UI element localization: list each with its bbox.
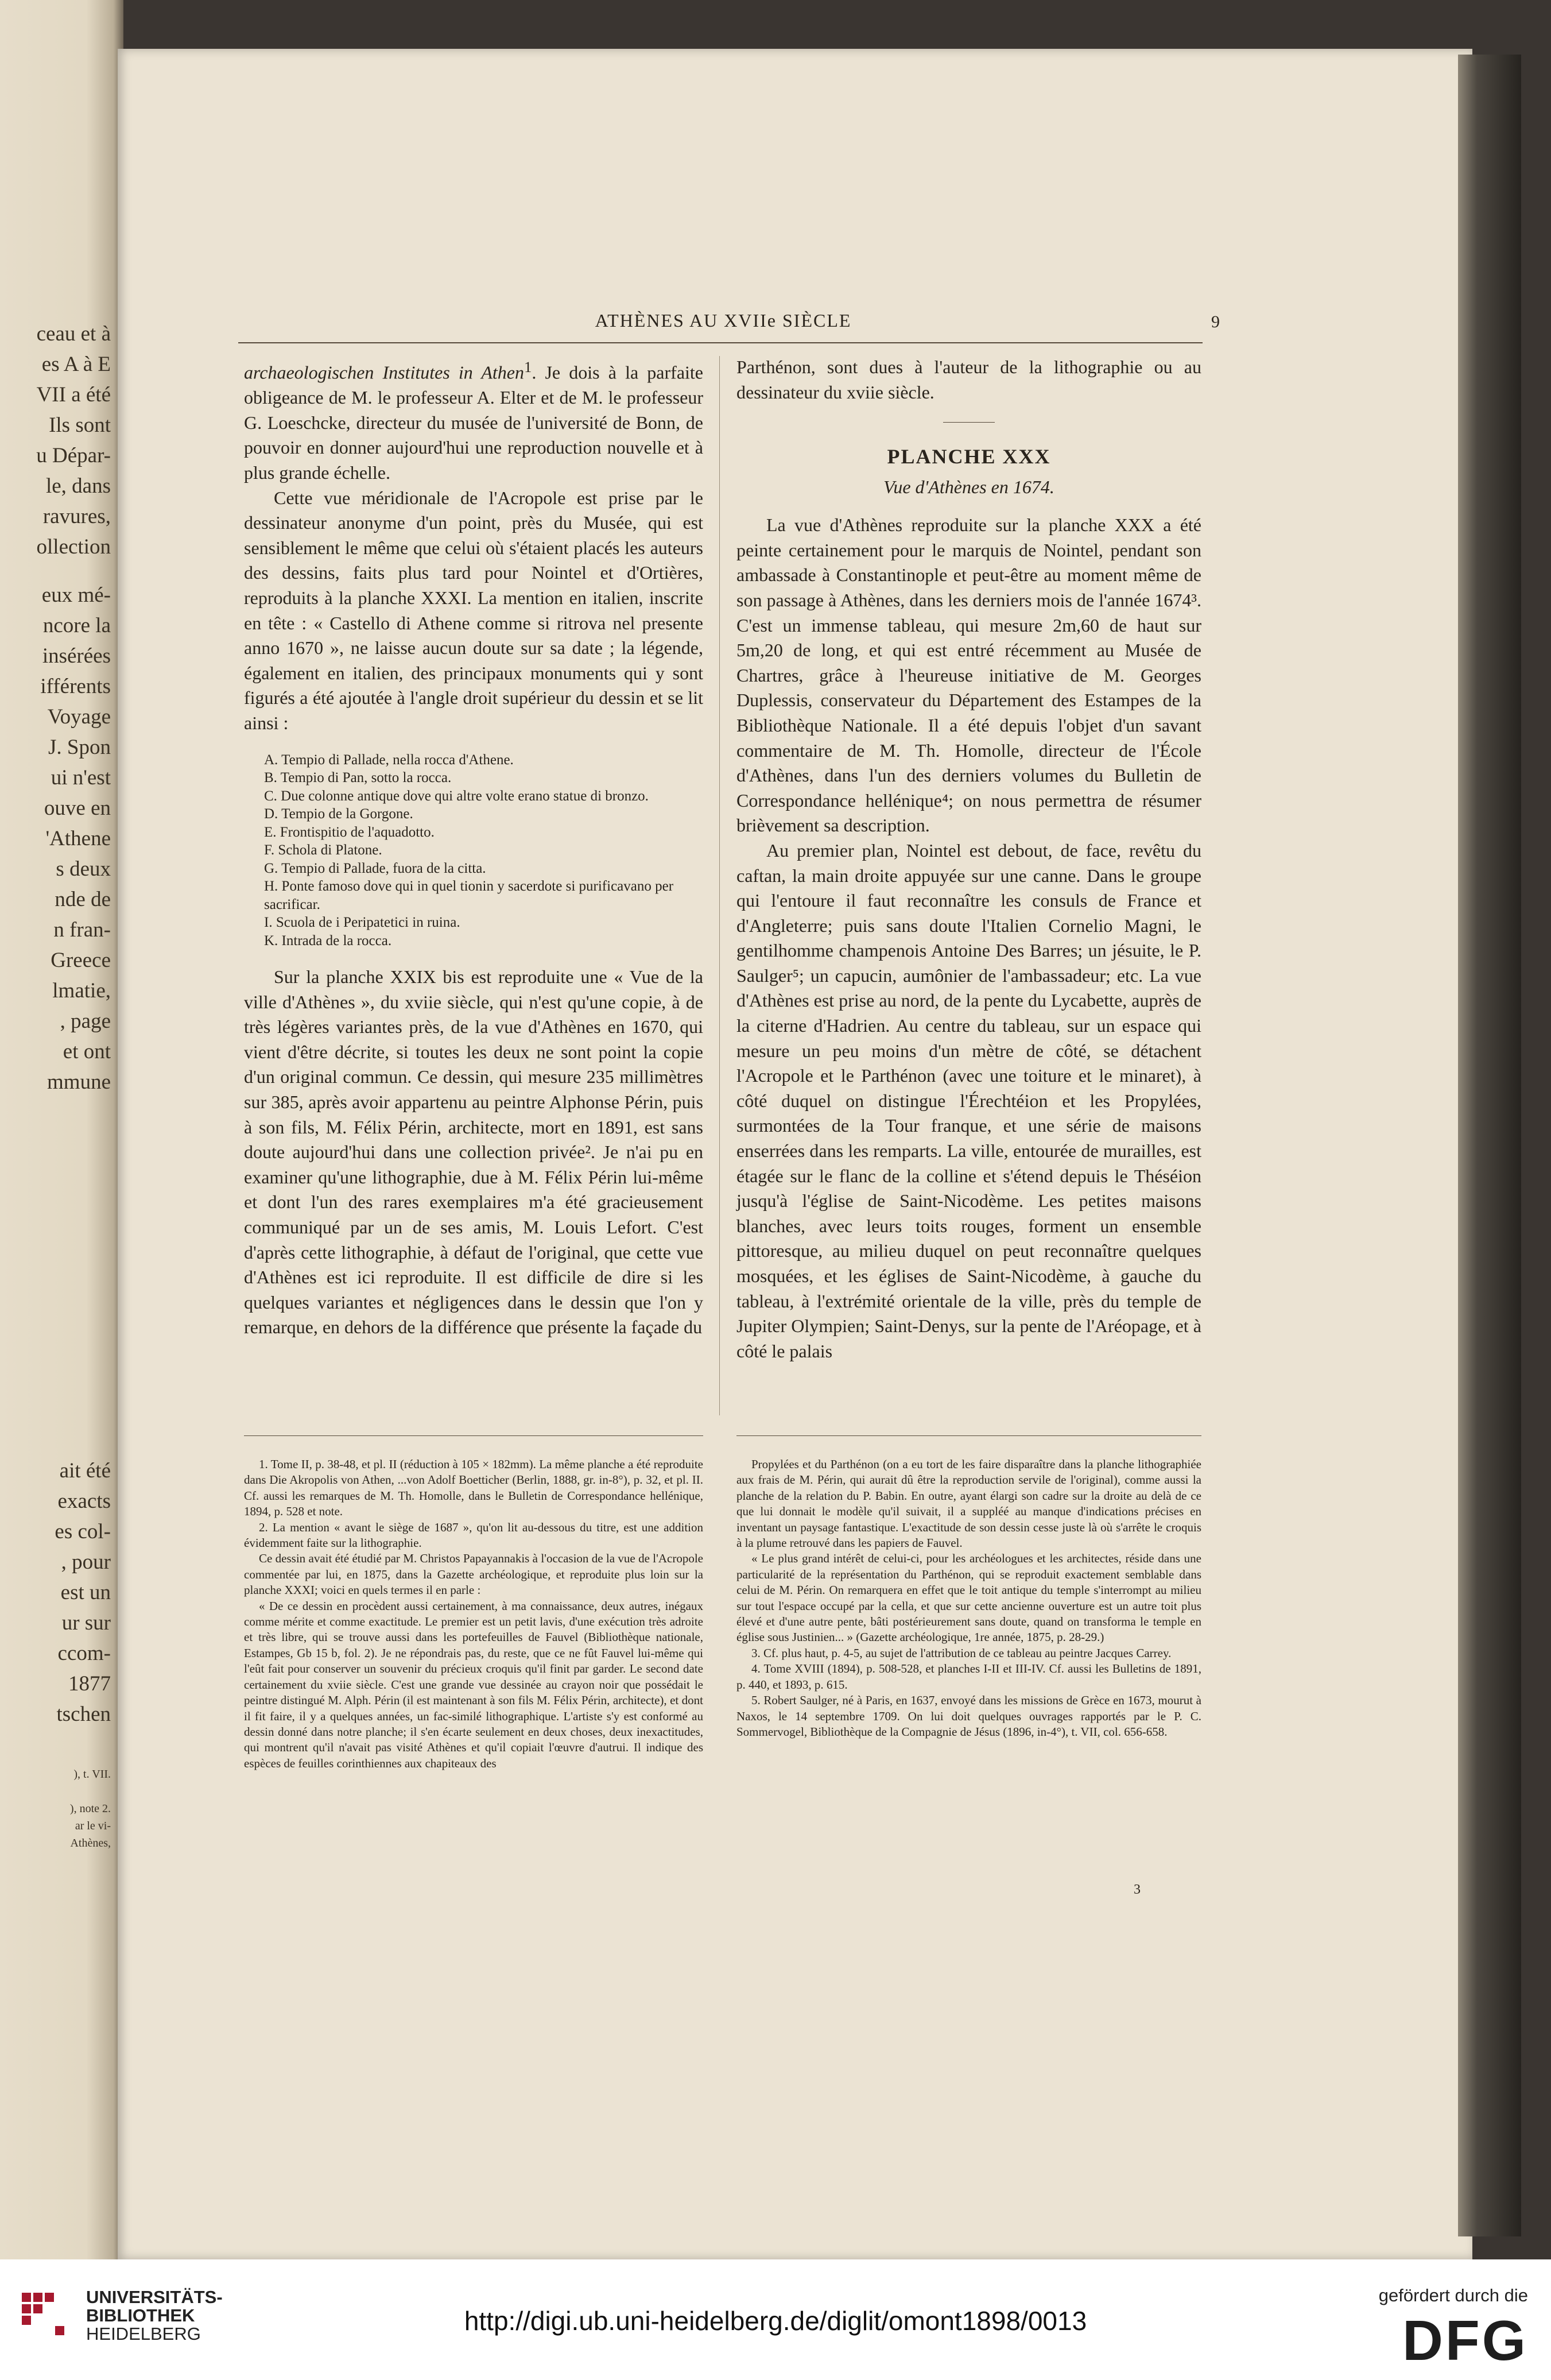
running-title: ATHÈNES AU XVIIe SIÈCLE	[595, 310, 852, 331]
facing-page-text: 1877	[68, 1672, 111, 1696]
facing-page-text: es col-	[55, 1520, 111, 1543]
facing-page-text: le, dans	[45, 474, 111, 498]
right-column	[736, 355, 1201, 1364]
facing-page-text: ifférents	[40, 675, 111, 698]
section-subheading: Vue d'Athènes en 1674.	[883, 477, 1054, 498]
footnotes-left	[244, 1457, 703, 1771]
facing-page-text: n fran-	[53, 918, 111, 942]
facing-page-text: nde de	[55, 888, 111, 911]
facing-page-footnote: Athènes,	[70, 1837, 111, 1849]
footnote: « Le plus grand intérêt de celui-ci, pour les archéologues et les architectes, réside dans une particularité de la représentation du Parthénon, qui se reproduit exactement semblable dans celui de M. Périn. On remarquera en effet que le toit antique du temple s'interrompt au milieu sur tout l'espace occupé par la cella, et que sur cette ancienne ouverture est un autre toit plus élevé et d'une autre pente, bâti postérieurement sans doute, quand on transforma le temple en église sous Justinien... » (Gazette archéologique, 1re année, 1875, p. 28-29.)	[736, 1551, 1201, 1644]
facing-page-text: , pour	[61, 1550, 111, 1574]
facing-page-text: exacts	[57, 1489, 111, 1513]
facing-page-text: Greece	[51, 949, 111, 972]
library-name: UNIVERSITÄTS- BIBLIOTHEK HEIDELBERG	[86, 2287, 223, 2344]
paragraph-text: . Je dois à la parfaite obligeance de M. le professeur A. Elter et de M. le professeur G. Loeschcke, directeur du musée de l'université de Bonn, de pouvoir en donner aujourd'hui une reproduction nouvelle et à plus grande échelle.	[244, 362, 704, 483]
source-url-link[interactable]: http://digi.ub.uni-heidelberg.de/diglit/omont1898/0013	[464, 2306, 1087, 2336]
footnote-rule	[244, 1435, 703, 1436]
facing-page-text: , page	[60, 1009, 111, 1033]
paragraph: Sur la planche XXIX bis est reproduite une « Vue de la ville d'Athènes », du xviie siècle, qui n'est qu'une copie, à de très légères variantes près, de la vue d'Athènes en 1670, qui vient d'être décrite, si toutes les deux ne sont point la copie d'un original commun. Ce dessin, qui mesure 235 millimètres sur 385, après avoir appartenu au peintre Alphonse Périn, puis à son fils, M. Félix Périn, architecte, mort en 1891, est sans doute aujourd'hui dans une collection privée². Je n'ai pu en examiner qu'une lithographie, due à M. Félix Périn lui-même et dont l'un des rares exemplaires m'a été gracieusement communiqué par un de ses amis, M. Louis Lefort. C'est d'après cette lithographie, à défaut de l'original, que cette vue d'Athènes est ici reproduite. Il est difficile de dire si les quelques variantes et négligences dans le dessin que l'on y remarque, en dehors de la différence que présente la façade du	[244, 966, 703, 1338]
section-rule	[943, 422, 995, 423]
paragraph	[244, 355, 703, 486]
footnote: Propylées et du Parthénon (on a eu tort de les faire disparaître dans la planche lithographiée aux frais de M. Périn, qui aurait dû être la reproduction servile de l'original), comme aussi la planche de la relation du P. Babin. En outre, ayant élargi son cadre sur la droite au delà de ce que lui donnait le modèle qu'il suivait, il a suppléé au manque d'indications précises en inventant un paysage fantastique. L'exactitude de son dessin cesse juste là où s'arrête le croquis à la plume retrouvé dans les papiers de Fauvel.	[736, 1457, 1201, 1550]
footnote-ref: 1	[524, 358, 532, 376]
facing-page-text: ui n'est	[51, 766, 111, 790]
legend-item: H. Ponte famoso dove qui in quel tionin y sacerdote si purificavano per sacrificar.	[264, 879, 674, 912]
signature-mark: 3	[1134, 1882, 1141, 1897]
facing-page-text: ouve en	[44, 796, 111, 820]
legend-item: E. Frontispitio de l'aquadotto.	[264, 824, 435, 840]
facing-page-text: lmatie,	[52, 979, 111, 1003]
facing-page-text: VII a été	[36, 383, 111, 407]
facing-page-footnote: ), note 2.	[69, 1802, 111, 1815]
legend-item: K. Intrada de la rocca.	[264, 932, 392, 949]
facing-page-text: tschen	[56, 1702, 111, 1726]
page-stack-edge	[1458, 55, 1521, 2236]
facing-page-text: ur sur	[61, 1611, 111, 1635]
legend-list	[264, 751, 703, 950]
paragraph: Parthénon, sont dues à l'auteur de la lithographie ou au dessinateur du xviie siècle.	[736, 357, 1201, 403]
legend-item: G. Tempio di Pallade, fuora de la citta.	[264, 860, 486, 876]
italic-title: archaeologischen Institutes in Athen	[244, 362, 524, 383]
funded-by-label: gefördert durch die	[1378, 2285, 1528, 2305]
dfg-logo: DFG	[1402, 2309, 1528, 2372]
facing-page-text: Voyage	[47, 705, 111, 729]
facing-page-text: est un	[60, 1581, 111, 1604]
facing-page-text: ceau et à	[36, 322, 111, 346]
paragraph: La vue d'Athènes reproduite sur la planche XXX a été peinte certainement pour le marquis de Nointel, pendant son ambassade à Constantinople et peut-être au moment même de son passage à Athènes, dans les derniers mois de l'année 1674³. C'est un immense tableau, qui mesure 2m,60 de haut sur 5m,20 de long, et qui est entré récemment au Musée de Chartres, grâce à l'heureuse initiative de M. Georges Duplessis, conservateur du Département des Estampes de la Bibliothèque Nationale. Il a été depuis l'objet d'un savant commentaire de M. Th. Homolle, directeur de l'École d'Athènes, dans l'un des derniers volumes du Bulletin de Correspondance hellénique⁴; on nous permettra de résumer brièvement sa description.	[736, 514, 1201, 836]
page-number: 9	[1211, 312, 1220, 331]
footnote: Ce dessin avait été étudié par M. Christos Papayannakis à l'occasion de la vue de l'Acropole commentée par lui, en 1875, dans la Gazette archéologique, et reproduite plus loin sur la planche XXXI; voici en quels termes il en parle :	[244, 1551, 703, 1597]
facing-page-text: mmune	[47, 1070, 111, 1094]
legend-item: F. Schola di Platone.	[264, 842, 382, 858]
facing-page-text: ccom-	[57, 1642, 111, 1665]
legend-item: I. Scuola de i Peripatetici in ruina.	[264, 915, 460, 931]
facing-page-text: ravures,	[42, 505, 111, 528]
facing-page-text: eux mé-	[41, 583, 111, 607]
left-column	[244, 355, 703, 1340]
footnote: 4. Tome XVIII (1894), p. 508-528, et planches I-II et III-IV. Cf. aussi les Bulletins de 1891, p. 440, et 1893, p. 615.	[736, 1662, 1201, 1692]
left-facing-page	[0, 0, 123, 2259]
paragraph: Cette vue méridionale de l'Acropole est prise par le dessinateur anonyme d'un point, près du Musée, qui est sensiblement le même que celui où s'étaient placés les auteurs des dessins, faits plus tard pour Nointel et d'Ortières, reproduits à la planche XXXI. La mention en italien, inscrite en tête : « Castello di Athene comme si ritrova nel presente anno 1670 », ne laisse aucun doute sur sa date ; la légende, également en italien, des principaux monuments qui y sont figurés a été ajoutée à l'angle droit supérieur du dessin et se lit ainsi :	[244, 487, 703, 733]
facing-page-text: ait été	[59, 1459, 111, 1483]
facing-page-text: insérées	[42, 644, 111, 668]
facing-page-footnote: ), t. VII.	[73, 1768, 111, 1781]
legend-item: A. Tempio di Pallade, nella rocca d'Athene.	[264, 752, 514, 768]
footnotes-right	[736, 1457, 1201, 1740]
facing-page-text: et ont	[63, 1040, 111, 1063]
footnote: 2. La mention « avant le siège de 1687 », qu'on lit au-dessous du titre, est une addition évidemment faite sur la lithographie.	[244, 1520, 703, 1550]
legend-item: D. Tempio de la Gorgone.	[264, 806, 413, 822]
facing-page-text: u Dépar-	[36, 444, 111, 467]
legend-item: B. Tempio di Pan, sotto la rocca.	[264, 770, 452, 786]
facing-page-text: es A à E	[41, 353, 111, 376]
header-rule	[238, 342, 1203, 343]
facing-page-text: Ils sont	[49, 413, 111, 437]
footnote: 5. Robert Saulger, né à Paris, en 1637, envoyé dans les missions de Grèce en 1673, mourut à Naxos, le 14 septembre 1709. On lui doit quelques ouvrages rapportés par le P. C. Sommervogel, Bibliothèque de la Compagnie de Jésus (1896, in-4°), t. VII, col. 656-658.	[736, 1693, 1201, 1739]
facing-page-text: s deux	[56, 857, 111, 881]
paragraph: Au premier plan, Nointel est debout, de face, revêtu du caftan, la main droite appuyée sur une canne. Dans le groupe qui l'entoure il faut reconnaître les consuls de France et d'Angleterre; puis sans doute l'Italien Cornelio Magni, le gentilhomme champenois Antoine Des Barres; un jésuite, le P. Saulger⁵; un capucin, aumônier de l'ambassadeur; etc. La vue d'Athènes est prise au nord, de la pente du Lycabette, auprès de la citerne d'Hadrien. Au centre du tableau, sur un espace qui mesure un peu moins d'un mètre de côté, se détachent l'Acropole et le Parthénon (avec une toiture et le minaret), à côté duquel on distingue l'Érechtéion et les Propylées, surmontées de la Tour franque, et une série de maisons enserrées dans les remparts. La ville, entourée de murailles, est étagée sur le flanc de la colline et s'étend depuis le Théséion jusqu'à l'église de Saint-Nicodème. Les petites maisons blanches, avec leurs toits rouges, forment un ensemble pittoresque, au milieu duquel on peut reconnaître quelques mosquées, et les églises de Saint-Nicodème, à gauche du tableau, à l'extrémité orientale de la ville, près du temple de Jupiter Olympien; Saint-Denys, sur la pente de l'Aréopage, et à côté le palais	[736, 839, 1201, 1361]
facing-page-text: 'Athene	[45, 827, 111, 850]
facing-page-text: J. Spon	[48, 736, 111, 759]
facing-page-footnote: ar le vi-	[75, 1820, 111, 1832]
column-divider	[719, 356, 720, 1415]
legend-item: C. Due colonne antique dove qui altre volte erano statue di bronzo.	[264, 788, 649, 804]
facing-page-text: ollection	[36, 535, 111, 559]
footnote: 1. Tome II, p. 38-48, et pl. II (réduction à 105 × 182mm). La même planche a été reproduite dans Die Akropolis von Athen, ...von Adolf Boetticher (Berlin, 1888, gr. in-8°), p. 32, et pl. II. Cf. aussi les remarques de M. Th. Homolle, dans le Bulletin de Correspondance hellénique, 1894, p. 528 et note.	[244, 1457, 703, 1519]
page-header	[238, 310, 1220, 345]
footnote-rule	[736, 1435, 1201, 1436]
facing-page-text: ncore la	[42, 614, 111, 637]
footnote: 3. Cf. plus haut, p. 4-5, au sujet de l'attribution de ce tableau au peintre Jacques Carrey.	[751, 1646, 1172, 1660]
viewer-footer	[0, 2259, 1551, 2380]
section-heading: PLANCHE XXX	[887, 445, 1051, 469]
footnote: « De ce dessin en procèdent aussi certainement, à ma connaissance, deux autres, inégaux comme mérite et comme exactitude. Le premier est un petit lavis, d'une exécution très adroite et très libre, qui se trouve aussi dans les portefeuilles de Fauvel (Bibliothèque nationale, Estampes, Gb 15 b, fol. 2). Je ne répondrais pas, du reste, que ce ne fût Fauvel lui-même qui l'eût fait pour conserver un souvenir du précieux croquis qu'il finit par garder. Le second date certainement du xviie siècle. C'est une grande vue dessinée au crayon noir que possédait le peintre distingué M. Alph. Périn (il est maintenant à son fils M. Félix Périn, architecte), et dont il fit faire, il y a quelques années, un fac-similé lithographique. L'artiste s'y est conformé au dessin donné dans notre planche; il s'en écarte seulement en deux choses, deux inexactitudes, qui montrent qu'il n'avait pas visité Athènes et qu'il copiait l'œuvre d'autrui. Il indique des espèces de feuilles corinthiennes aux chapiteaux des	[244, 1599, 703, 1770]
